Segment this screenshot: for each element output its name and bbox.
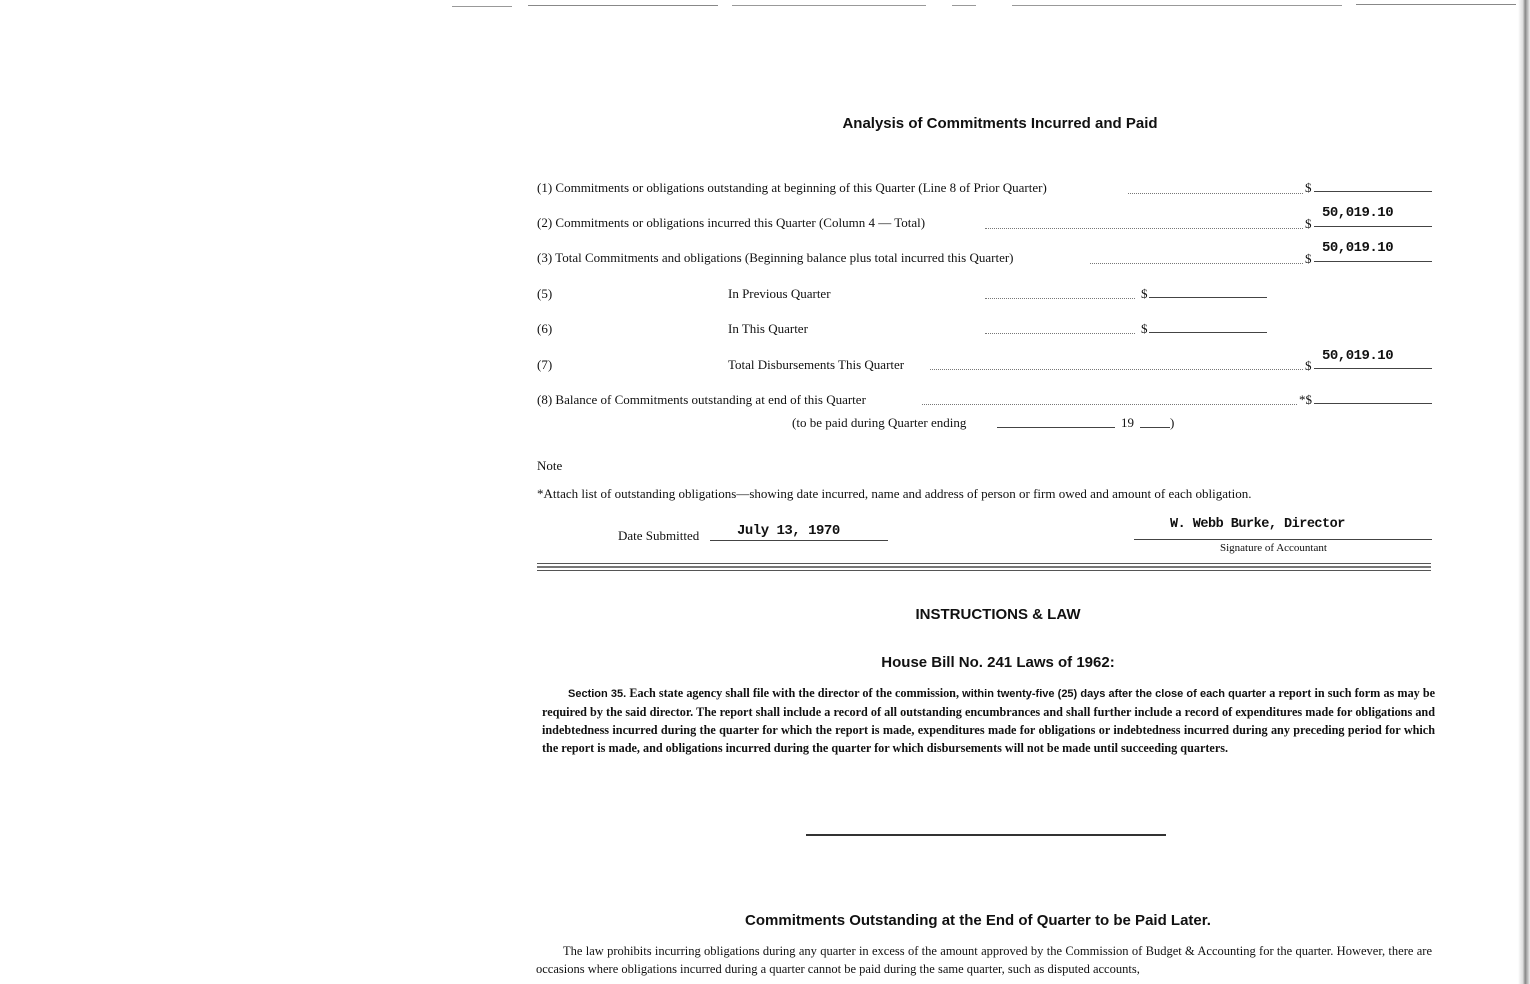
line-1-dollar: $: [1305, 180, 1312, 195]
line-6-label: In This Quarter: [728, 321, 808, 336]
line-5-amount-rule: [1149, 297, 1267, 298]
line-2-amount: 50,019.10: [1322, 205, 1394, 221]
line-7-label: Total Disbursements This Quarter: [728, 357, 905, 372]
scan-edge-rule: [452, 6, 512, 7]
note-heading: Note: [537, 458, 563, 473]
leader-dots: [985, 228, 1303, 229]
line-8-dollar: *$: [1299, 392, 1312, 407]
line-6-dollar: $: [1141, 321, 1148, 336]
outstanding-text: The law prohibits incurring obligations during any quarter in excess of the amount approved by the Commission of Budget & Accounting for the quarter. However, there are occasions where obligations incurred during a quarter cannot be paid during the same quarter, such as disputed accounts,: [536, 944, 1432, 976]
line-8-label: (8) Balance of Commitments outstanding at end of this Quarter: [537, 392, 866, 407]
instructions-title: INSTRUCTIONS & LAW: [915, 606, 1081, 623]
line-7-amount-rule: [1314, 368, 1432, 369]
section-35-label: Section 35.: [568, 688, 627, 700]
outstanding-title: Commitments Outstanding at the End of Quarter to be Paid Later.: [745, 912, 1211, 929]
scan-edge-rule: [952, 5, 976, 6]
section-divider: [537, 563, 1431, 564]
line-7-dollar: $: [1305, 358, 1312, 373]
line-5-label: In Previous Quarter: [728, 286, 831, 301]
leader-dots: [930, 369, 1303, 370]
scan-edge-rule: [528, 5, 718, 6]
line-8-sub-year: 19: [1121, 415, 1134, 430]
date-submitted-rule: [710, 540, 888, 541]
section-divider: [537, 570, 1431, 571]
line-8-amount-rule: [1314, 403, 1432, 404]
signature-rule: [1134, 539, 1432, 540]
scan-edge-rule: [1012, 5, 1342, 6]
line-1-amount-rule: [1314, 191, 1432, 192]
leader-dots: [985, 333, 1135, 334]
line-3-label: (3) Total Commitments and obligations (Beginning balance plus total incurred this Quarter): [537, 250, 1014, 265]
line-2-dollar: $: [1305, 216, 1312, 231]
section-35-paragraph: [542, 684, 1435, 757]
line-6-number: (6): [537, 321, 553, 336]
scan-edge-rule: [732, 5, 926, 6]
line-2-amount-rule: [1314, 226, 1432, 227]
section-divider: [537, 566, 1431, 568]
signature-label: Signature of Accountant: [1220, 542, 1327, 554]
line-3-dollar: $: [1305, 251, 1312, 266]
line-8-sub-prefix: (to be paid during Quarter ending: [792, 415, 967, 430]
leader-dots: [1128, 193, 1303, 194]
line-8-sub-suffix: ): [1170, 415, 1175, 430]
analysis-title: Analysis of Commitments Incurred and Paid: [842, 115, 1158, 132]
center-divider: [806, 834, 1166, 836]
date-submitted-label: Date Submitted: [618, 528, 700, 543]
line-1-label: (1) Commitments or obligations outstanding at beginning of this Quarter (Line 8 of Prior Quarter): [537, 180, 1047, 195]
line-3-amount-rule: [1314, 261, 1432, 262]
page-edge-shadow: [1518, 0, 1530, 984]
line-7-amount: 50,019.10: [1322, 348, 1394, 364]
year-blank: [1140, 427, 1170, 428]
line-7-number: (7): [537, 357, 553, 372]
signature-value: W. Webb Burke, Director: [1170, 517, 1345, 532]
section-35-emphasis: within twenty-five (25) days after the close of each quarter: [962, 688, 1267, 700]
scan-edge-rule: [1356, 4, 1516, 5]
line-5-dollar: $: [1141, 286, 1148, 301]
section-35-text-a: Each state agency shall file with the director of the commission,: [629, 686, 960, 700]
line-5-number: (5): [537, 286, 553, 301]
leader-dots: [1090, 263, 1303, 264]
outstanding-paragraph: [536, 942, 1432, 978]
line-2-label: (2) Commitments or obligations incurred this Quarter (Column 4 — Total): [537, 215, 926, 230]
quarter-ending-blank: [997, 427, 1115, 428]
leader-dots: [922, 404, 1297, 405]
date-submitted-value: July 13, 1970: [737, 523, 840, 539]
instructions-subtitle: House Bill No. 241 Laws of 1962:: [881, 654, 1115, 671]
line-6-amount-rule: [1149, 332, 1267, 333]
section-35-text-b: a report in such form as may be required by the said director. The report shall include a record of all outstanding encumbrances and shall further include a record of expenditures made for obligations and indebtedness incurred during the quarter for which the report is made, expenditures made for obligations or indebtedness incurred during any preceding period for which the report is made, and obligations incurred during the quarter for which disbursements will not be made until succeeding quarters.: [542, 686, 1436, 755]
leader-dots: [985, 298, 1135, 299]
note-text: *Attach list of outstanding obligations—showing date incurred, name and address of person or firm owed and amount of each obligation.: [537, 486, 1252, 501]
line-3-amount: 50,019.10: [1322, 240, 1394, 256]
